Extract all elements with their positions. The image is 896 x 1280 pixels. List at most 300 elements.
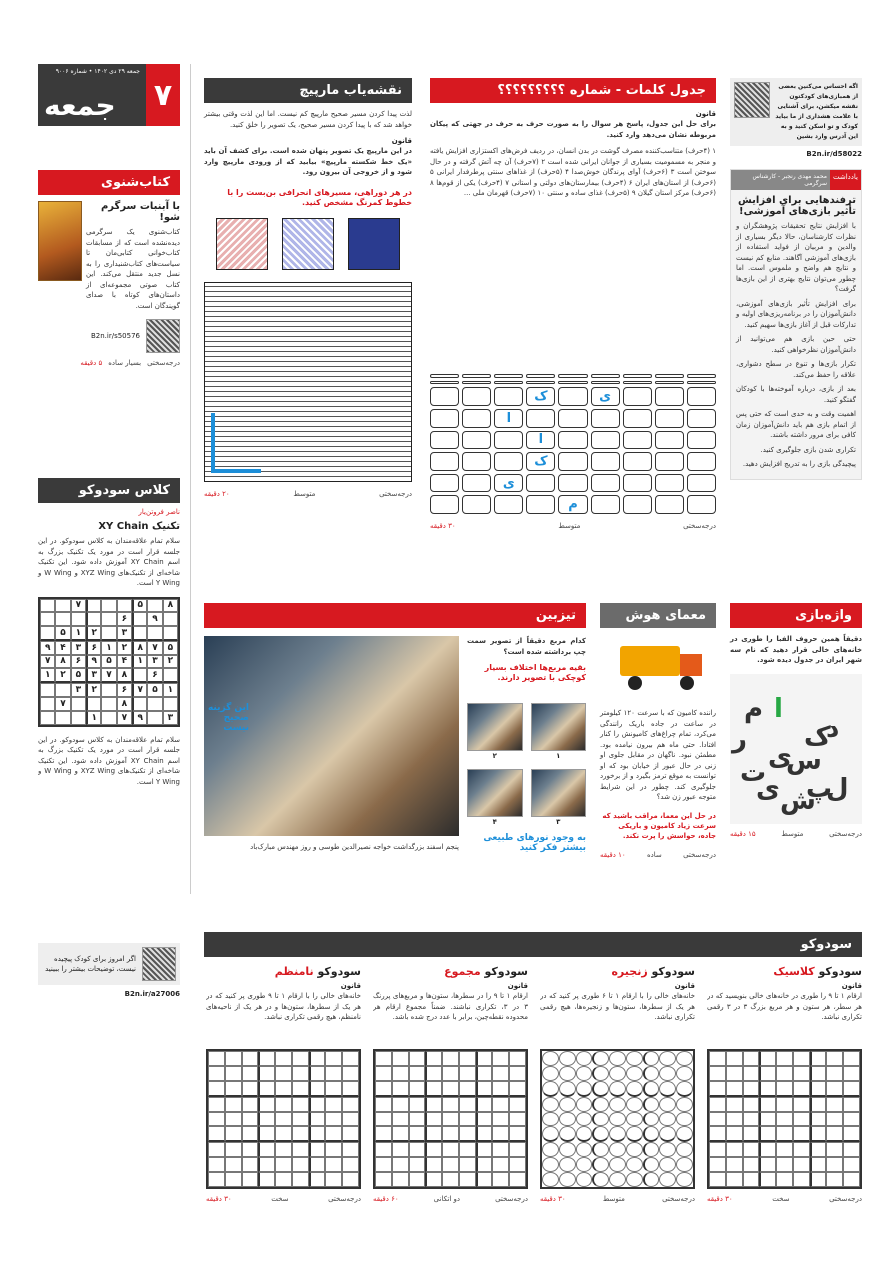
sudoku-cell[interactable] <box>225 1112 242 1127</box>
sudoku-cell[interactable] <box>843 1097 860 1112</box>
sudoku-cell[interactable] <box>375 1157 392 1172</box>
sudoku-cell[interactable] <box>743 1126 760 1142</box>
sudoku-cell[interactable] <box>576 1157 593 1172</box>
crossword-cell[interactable]: م <box>558 495 587 514</box>
sudoku-cell[interactable] <box>292 1066 309 1081</box>
sudoku-cell[interactable]: ۶ <box>86 641 101 655</box>
sudoku-cell[interactable] <box>208 1172 225 1187</box>
sudoku-cell[interactable] <box>776 1126 793 1142</box>
sharp-option[interactable] <box>467 703 523 761</box>
sudoku-cell[interactable] <box>208 1097 225 1112</box>
sudoku-cell[interactable]: ۷ <box>117 711 132 725</box>
sudoku-cell[interactable] <box>576 1066 593 1081</box>
sudoku-cell[interactable] <box>643 1157 660 1172</box>
sudoku-cell[interactable] <box>225 1142 242 1157</box>
sudoku-cell[interactable] <box>559 1172 576 1187</box>
sudoku-cell[interactable] <box>676 1142 693 1157</box>
sudoku-cell[interactable] <box>609 1126 626 1142</box>
crossword-cell[interactable] <box>687 381 716 385</box>
sudoku-cell[interactable] <box>242 1126 259 1142</box>
sudoku-cell[interactable] <box>409 1157 426 1172</box>
sudoku-cell[interactable] <box>810 1172 827 1187</box>
sudoku-cell[interactable] <box>409 1112 426 1127</box>
sudoku-cell[interactable]: ۵ <box>147 683 162 697</box>
sudoku-cell[interactable] <box>793 1066 810 1081</box>
sudoku-cell[interactable] <box>325 1051 342 1066</box>
sudoku-cell[interactable] <box>542 1126 559 1142</box>
crossword-cell[interactable] <box>462 474 491 493</box>
sudoku-cell[interactable] <box>726 1126 743 1142</box>
sudoku-cell[interactable] <box>442 1172 459 1187</box>
crossword-cell[interactable]: ک <box>526 387 555 406</box>
sudoku-cell[interactable] <box>40 599 55 613</box>
sudoku-cell[interactable] <box>425 1172 442 1187</box>
sudoku-cell[interactable] <box>626 1157 643 1172</box>
sudoku-cell[interactable] <box>163 697 178 711</box>
sudoku-cell[interactable] <box>442 1142 459 1157</box>
sudoku-cell[interactable] <box>759 1097 776 1112</box>
sudoku-cell[interactable] <box>759 1066 776 1081</box>
sudoku-cell[interactable] <box>309 1142 326 1157</box>
sudoku-cell[interactable] <box>476 1126 493 1142</box>
sudoku-cell[interactable] <box>147 697 162 711</box>
sudoku-cell[interactable] <box>743 1051 760 1066</box>
sudoku-cell[interactable] <box>709 1172 726 1187</box>
sudoku-cell[interactable] <box>71 612 86 626</box>
sudoku-cell[interactable] <box>325 1112 342 1127</box>
sudoku-cell[interactable] <box>492 1142 509 1157</box>
sudoku-cell[interactable] <box>342 1157 359 1172</box>
sudoku-cell[interactable] <box>342 1051 359 1066</box>
sudoku-cell[interactable] <box>810 1051 827 1066</box>
crossword-cell[interactable] <box>494 452 523 471</box>
sudoku-cell[interactable] <box>492 1097 509 1112</box>
crossword-cell[interactable] <box>687 431 716 450</box>
sudoku-cell[interactable] <box>208 1157 225 1172</box>
sudoku-cell[interactable] <box>392 1112 409 1127</box>
sudoku-cell[interactable] <box>576 1142 593 1157</box>
sudoku-cell[interactable] <box>392 1157 409 1172</box>
sudoku-cell[interactable] <box>542 1051 559 1066</box>
sudoku-cell[interactable]: ۷ <box>55 697 70 711</box>
sudoku-cell[interactable] <box>559 1112 576 1127</box>
sudoku-cell[interactable] <box>409 1097 426 1112</box>
sudoku-cell[interactable] <box>132 626 147 641</box>
crossword-cell[interactable] <box>623 431 652 450</box>
sudoku-cell[interactable] <box>843 1051 860 1066</box>
sudoku-cell[interactable] <box>592 1126 609 1142</box>
sudoku-cell[interactable] <box>40 711 55 725</box>
crossword-cell[interactable] <box>655 374 684 378</box>
crossword-cell[interactable] <box>430 495 459 514</box>
sudoku-cell[interactable] <box>609 1081 626 1097</box>
crossword-cell[interactable] <box>558 431 587 450</box>
sudoku-cell[interactable]: ۲ <box>55 668 70 683</box>
sudoku-cell[interactable] <box>709 1112 726 1127</box>
sudoku-cell[interactable] <box>626 1126 643 1142</box>
sudoku-cell[interactable]: ۸ <box>117 668 132 683</box>
sudoku-cell[interactable] <box>459 1157 476 1172</box>
sudoku-cell[interactable]: ۳ <box>86 668 101 683</box>
sudoku-cell[interactable] <box>509 1097 526 1112</box>
sudoku-cell[interactable] <box>208 1081 225 1097</box>
sudoku-cell[interactable]: ۹ <box>147 612 162 626</box>
sudoku-cell[interactable] <box>459 1081 476 1097</box>
sudoku-cell[interactable]: ۱ <box>132 655 147 669</box>
crossword-cell[interactable] <box>591 474 620 493</box>
sudoku-cell[interactable] <box>743 1172 760 1187</box>
crossword-cell[interactable]: ک <box>526 452 555 471</box>
sudoku-cell[interactable] <box>163 626 178 641</box>
sudoku-cell[interactable] <box>242 1172 259 1187</box>
sudoku-cell[interactable] <box>425 1157 442 1172</box>
crossword-cell[interactable] <box>526 381 555 385</box>
crossword-cell[interactable] <box>430 374 459 378</box>
sudoku-cell[interactable] <box>442 1157 459 1172</box>
crossword-cell[interactable] <box>430 387 459 406</box>
sudoku-cell[interactable] <box>709 1157 726 1172</box>
sudoku-cell[interactable] <box>626 1051 643 1066</box>
sudoku-cell[interactable] <box>626 1066 643 1081</box>
sudoku-cell[interactable] <box>559 1142 576 1157</box>
crossword-cell[interactable] <box>494 387 523 406</box>
sudoku-cell[interactable] <box>609 1142 626 1157</box>
sudoku-cell[interactable] <box>225 1172 242 1187</box>
sudoku-cell[interactable] <box>392 1142 409 1157</box>
sudoku-cell[interactable]: ۵ <box>71 668 86 683</box>
sudoku-cell[interactable] <box>476 1157 493 1172</box>
crossword-cell[interactable] <box>623 409 652 428</box>
sudoku-cell[interactable] <box>342 1172 359 1187</box>
sudoku-cell[interactable] <box>375 1142 392 1157</box>
sudoku-cell[interactable] <box>826 1157 843 1172</box>
sudoku-cell[interactable] <box>559 1051 576 1066</box>
sudoku-cell[interactable]: ۲ <box>86 683 101 697</box>
sudoku-cell[interactable] <box>275 1112 292 1127</box>
sudoku-cell[interactable] <box>225 1097 242 1112</box>
crossword-cell[interactable] <box>494 495 523 514</box>
sudoku-cell[interactable] <box>392 1126 409 1142</box>
sudoku-cell[interactable] <box>843 1126 860 1142</box>
crossword-cell[interactable] <box>655 474 684 493</box>
sudoku-cell[interactable] <box>709 1081 726 1097</box>
sudoku-cell[interactable] <box>676 1066 693 1081</box>
crossword-cell[interactable] <box>494 381 523 385</box>
sudoku-cell[interactable] <box>208 1066 225 1081</box>
sudoku-cell[interactable] <box>626 1142 643 1157</box>
sudoku-cell[interactable] <box>810 1066 827 1081</box>
crossword-cell[interactable] <box>462 495 491 514</box>
crossword-cell[interactable] <box>655 387 684 406</box>
sudoku-cell[interactable] <box>101 612 116 626</box>
sudoku-cell[interactable]: ۷ <box>71 599 86 613</box>
sudoku-cell[interactable] <box>626 1081 643 1097</box>
crossword-cell[interactable] <box>591 409 620 428</box>
sudoku-cell[interactable] <box>492 1112 509 1127</box>
crossword-cell[interactable] <box>623 381 652 385</box>
sudoku-cell[interactable] <box>492 1081 509 1097</box>
sudoku-cell[interactable] <box>275 1097 292 1112</box>
sudoku-cell[interactable] <box>609 1172 626 1187</box>
sudoku-cell[interactable] <box>509 1081 526 1097</box>
crossword-cell[interactable] <box>526 474 555 493</box>
sudoku-cell[interactable]: ۱ <box>40 668 55 683</box>
crossword-cell[interactable] <box>526 495 555 514</box>
sudoku-cell[interactable] <box>476 1051 493 1066</box>
sudoku-cell[interactable] <box>793 1112 810 1127</box>
crossword-cell[interactable] <box>655 495 684 514</box>
sudoku-cell[interactable] <box>659 1157 676 1172</box>
sudoku-cell[interactable] <box>776 1172 793 1187</box>
crossword-cell[interactable] <box>687 409 716 428</box>
sudoku-cell[interactable] <box>843 1157 860 1172</box>
crossword-grid[interactable] <box>430 374 716 514</box>
sudoku-cell[interactable] <box>810 1112 827 1127</box>
sudoku-cell[interactable] <box>726 1097 743 1112</box>
sudoku-cell[interactable] <box>442 1051 459 1066</box>
crossword-cell[interactable]: ی <box>494 474 523 493</box>
sudoku-cell[interactable] <box>726 1172 743 1187</box>
sudoku-cell[interactable] <box>592 1157 609 1172</box>
sudoku-cell[interactable] <box>492 1126 509 1142</box>
sudoku-cell[interactable] <box>292 1051 309 1066</box>
sudoku-cell[interactable]: ۹ <box>132 711 147 725</box>
sudoku-grid[interactable] <box>373 1049 528 1189</box>
sudoku-cell[interactable] <box>643 1126 660 1142</box>
sudoku-cell[interactable] <box>132 612 147 626</box>
sudoku-cell[interactable] <box>242 1081 259 1097</box>
sudoku-cell[interactable] <box>709 1051 726 1066</box>
sudoku-cell[interactable] <box>392 1081 409 1097</box>
sudoku-cell[interactable] <box>309 1126 326 1142</box>
sudoku-cell[interactable] <box>309 1051 326 1066</box>
sharp-option[interactable] <box>531 769 587 827</box>
sudoku-cell[interactable] <box>309 1081 326 1097</box>
sudoku-cell[interactable] <box>275 1142 292 1157</box>
sudoku-cell[interactable] <box>793 1126 810 1142</box>
sudoku-cell[interactable] <box>759 1172 776 1187</box>
sudoku-cell[interactable] <box>509 1126 526 1142</box>
crossword-cell[interactable] <box>558 474 587 493</box>
crossword-cell[interactable] <box>655 431 684 450</box>
sudoku-cell[interactable] <box>709 1142 726 1157</box>
sudoku-cell[interactable] <box>375 1126 392 1142</box>
sudoku-grid[interactable] <box>206 1049 361 1189</box>
sudoku-cell[interactable]: ۹ <box>40 641 55 655</box>
sudoku-cell[interactable] <box>626 1112 643 1127</box>
sudoku-cell[interactable] <box>55 612 70 626</box>
crossword-cell[interactable] <box>430 474 459 493</box>
sudoku-cell[interactable] <box>676 1081 693 1097</box>
sudoku-cell[interactable] <box>659 1172 676 1187</box>
sudoku-cell[interactable] <box>659 1126 676 1142</box>
sudoku-cell[interactable] <box>40 683 55 697</box>
crossword-cell[interactable] <box>462 452 491 471</box>
crossword-cell[interactable] <box>558 387 587 406</box>
sudoku-cell[interactable] <box>442 1066 459 1081</box>
sudoku-cell[interactable] <box>743 1097 760 1112</box>
sudoku-cell[interactable] <box>810 1126 827 1142</box>
sudoku-cell[interactable] <box>442 1081 459 1097</box>
sudoku-cell[interactable] <box>542 1097 559 1112</box>
sudoku-cell[interactable] <box>810 1157 827 1172</box>
crossword-cell[interactable] <box>430 452 459 471</box>
sudoku-cell[interactable] <box>375 1051 392 1066</box>
crossword-cell[interactable] <box>655 409 684 428</box>
sudoku-cell[interactable] <box>542 1157 559 1172</box>
crossword-cell[interactable] <box>462 374 491 378</box>
sudoku-cell[interactable] <box>542 1172 559 1187</box>
sudoku-cell[interactable] <box>643 1142 660 1157</box>
sudoku-cell[interactable] <box>275 1157 292 1172</box>
sudoku-cell[interactable] <box>459 1112 476 1127</box>
sudoku-cell[interactable] <box>132 697 147 711</box>
sudoku-cell[interactable] <box>576 1126 593 1142</box>
sudoku-cell[interactable] <box>826 1066 843 1081</box>
sudoku-cell[interactable] <box>55 683 70 697</box>
sudoku-cell[interactable] <box>843 1112 860 1127</box>
sudoku-cell[interactable] <box>559 1066 576 1081</box>
sudoku-cell[interactable] <box>309 1172 326 1187</box>
sudoku-cell[interactable] <box>626 1172 643 1187</box>
sudoku-cell[interactable] <box>843 1081 860 1097</box>
sudoku-cell[interactable] <box>208 1051 225 1066</box>
sudoku-cell[interactable] <box>810 1097 827 1112</box>
crossword-cell[interactable] <box>591 381 620 385</box>
sudoku-cell[interactable] <box>559 1081 576 1097</box>
sudoku-cell[interactable] <box>609 1112 626 1127</box>
sudoku-cell[interactable] <box>726 1112 743 1127</box>
sudoku-cell[interactable] <box>476 1097 493 1112</box>
crossword-cell[interactable]: ی <box>591 387 620 406</box>
crossword-cell[interactable] <box>687 387 716 406</box>
sudoku-cell[interactable] <box>726 1066 743 1081</box>
crossword-cell[interactable]: ا <box>526 431 555 450</box>
crossword-cell[interactable] <box>687 374 716 378</box>
maze-grid[interactable] <box>204 282 412 482</box>
sudoku-cell[interactable] <box>676 1097 693 1112</box>
sudoku-cell[interactable] <box>743 1157 760 1172</box>
crossword-cell[interactable] <box>687 474 716 493</box>
sudoku-cell[interactable] <box>132 668 147 683</box>
sudoku-cell[interactable] <box>425 1066 442 1081</box>
crossword-cell[interactable] <box>558 452 587 471</box>
sudoku-cell[interactable] <box>592 1051 609 1066</box>
sudoku-cell[interactable]: ۶ <box>117 683 132 697</box>
sudoku-cell[interactable]: ۱ <box>71 626 86 641</box>
sudoku-cell[interactable] <box>826 1142 843 1157</box>
sudoku-cell[interactable] <box>325 1172 342 1187</box>
sudoku-cell[interactable] <box>258 1097 275 1112</box>
sudoku-cell[interactable] <box>592 1081 609 1097</box>
sudoku-cell[interactable] <box>676 1126 693 1142</box>
sudoku-cell[interactable]: ۵ <box>101 655 116 669</box>
sudoku-cell[interactable] <box>309 1112 326 1127</box>
sudoku-cell[interactable] <box>409 1126 426 1142</box>
sudoku-cell[interactable] <box>576 1051 593 1066</box>
sudoku-cell[interactable] <box>793 1142 810 1157</box>
sudoku-cell[interactable] <box>776 1157 793 1172</box>
crossword-cell[interactable] <box>623 387 652 406</box>
sudoku-cell[interactable] <box>342 1126 359 1142</box>
sudoku-cell[interactable] <box>592 1112 609 1127</box>
sudoku-cell[interactable] <box>409 1081 426 1097</box>
sudoku-cell[interactable] <box>743 1112 760 1127</box>
sharp-option[interactable] <box>467 769 523 827</box>
sudoku-cell[interactable] <box>208 1142 225 1157</box>
sudoku-cell[interactable] <box>325 1142 342 1157</box>
sudoku-cell[interactable] <box>509 1172 526 1187</box>
sudoku-cell[interactable] <box>759 1112 776 1127</box>
sudoku-cell[interactable] <box>826 1051 843 1066</box>
sudoku-cell[interactable] <box>40 697 55 711</box>
crossword-cell[interactable] <box>623 374 652 378</box>
sudoku-cell[interactable] <box>342 1112 359 1127</box>
sudoku-cell[interactable] <box>309 1097 326 1112</box>
sudoku-cell[interactable] <box>275 1051 292 1066</box>
sudoku-cell[interactable] <box>542 1066 559 1081</box>
sudoku-cell[interactable] <box>676 1112 693 1127</box>
sudoku-cell[interactable]: ۸ <box>117 697 132 711</box>
sudoku-cell[interactable]: ۶ <box>147 668 162 683</box>
sudoku-cell[interactable] <box>258 1081 275 1097</box>
sudoku-cell[interactable] <box>409 1142 426 1157</box>
sudoku-cell[interactable] <box>258 1066 275 1081</box>
sudoku-cell[interactable] <box>776 1066 793 1081</box>
sudoku-cell[interactable] <box>242 1051 259 1066</box>
sudoku-cell[interactable] <box>509 1051 526 1066</box>
sudoku-cell[interactable] <box>101 599 116 613</box>
sudoku-cell[interactable] <box>292 1142 309 1157</box>
sudoku-cell[interactable] <box>643 1051 660 1066</box>
sudoku-cell[interactable] <box>826 1097 843 1112</box>
sudoku-cell[interactable] <box>676 1051 693 1066</box>
wordplay-grid[interactable] <box>730 674 862 824</box>
sudoku-cell[interactable] <box>759 1081 776 1097</box>
sudoku-cell[interactable] <box>86 697 101 711</box>
sudoku-cell[interactable] <box>258 1142 275 1157</box>
sudoku-cell[interactable] <box>793 1157 810 1172</box>
sudoku-cell[interactable] <box>225 1066 242 1081</box>
sudoku-cell[interactable] <box>559 1097 576 1112</box>
crossword-cell[interactable] <box>591 495 620 514</box>
sudoku-cell[interactable] <box>459 1097 476 1112</box>
sudoku-cell[interactable] <box>643 1097 660 1112</box>
crossword-cell[interactable] <box>655 452 684 471</box>
sudoku-cell[interactable] <box>101 626 116 641</box>
crossword-cell[interactable] <box>462 381 491 385</box>
sudoku-cell[interactable] <box>576 1172 593 1187</box>
sudoku-cell[interactable] <box>559 1157 576 1172</box>
sudoku-cell[interactable] <box>325 1097 342 1112</box>
crossword-cell[interactable] <box>591 431 620 450</box>
sudoku-cell[interactable] <box>163 668 178 683</box>
sudoku-cell[interactable] <box>793 1051 810 1066</box>
sudoku-cell[interactable]: ۲ <box>163 655 178 669</box>
sudoku-cell[interactable] <box>342 1066 359 1081</box>
sudoku-cell[interactable] <box>476 1142 493 1157</box>
sudoku-cell[interactable]: ۸ <box>163 599 178 613</box>
sudoku-cell[interactable] <box>425 1051 442 1066</box>
sudoku-cell[interactable]: ۴ <box>55 641 70 655</box>
sudoku-cell[interactable] <box>576 1081 593 1097</box>
sudoku-cell[interactable] <box>71 697 86 711</box>
sudoku-cell[interactable] <box>242 1112 259 1127</box>
sudoku-cell[interactable] <box>542 1081 559 1097</box>
sudoku-cell[interactable] <box>425 1126 442 1142</box>
sudoku-cell[interactable] <box>292 1172 309 1187</box>
sudoku-cell[interactable] <box>476 1172 493 1187</box>
